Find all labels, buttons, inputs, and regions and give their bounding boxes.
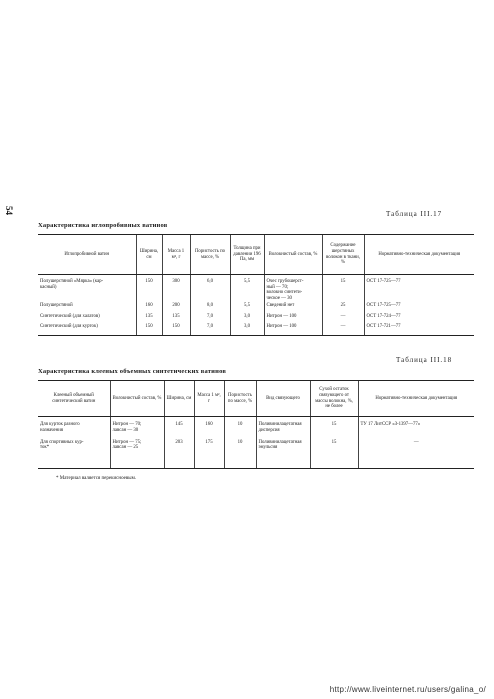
table1-cell: 5,5 — [230, 275, 264, 303]
table2-title: Характеристика клееных объемных синтетических ватинов — [38, 368, 227, 375]
table2-cell: 10 — [224, 417, 256, 439]
table1-cell: 150 — [136, 275, 162, 303]
table1-cell: — — [322, 323, 364, 335]
table1-header: Иглопробивной ватин — [38, 235, 136, 275]
table2 — [38, 380, 474, 469]
table1-cell: 150 — [162, 323, 190, 335]
table1-cell: 300 — [162, 275, 190, 303]
table1-cell: 135 — [162, 313, 190, 323]
table1-cell: Нитрон — 100 — [264, 323, 322, 335]
table-row — [38, 302, 474, 313]
table2-cell: 15 — [310, 417, 358, 439]
table1-cell: 7,0 — [190, 313, 230, 323]
table2-cell: 160 — [194, 417, 224, 439]
table1-header: Волокнистый состав, % — [264, 235, 322, 275]
table1-cell: ОСТ 17-724—77 — [364, 313, 474, 323]
table2-cell: — — [358, 439, 474, 469]
table2-header: Сухой остаток связующего от массы волокна, %, не более — [310, 381, 358, 417]
table2-cell: 145 — [164, 417, 194, 439]
table1-cell: Нитрон — 100 — [264, 313, 322, 323]
table2-cell: Нитрон — 75; лавсан — 25 — [110, 439, 164, 469]
table1-cell: 7,0 — [190, 323, 230, 335]
table2-cell: 175 — [194, 439, 224, 469]
table2-header: Волокнистый состав, % — [110, 381, 164, 417]
table2-cell: 15 — [310, 439, 358, 469]
table1-cell: Сведений нет — [264, 302, 322, 313]
table2-cell: Нитрон — 70; лавсан — 30 — [110, 417, 164, 439]
table2-label: Таблица III.18 — [396, 356, 453, 364]
table2-header: Нормативно-техническая документация — [358, 381, 474, 417]
table1-cell: Синтетический (для курток) — [38, 323, 136, 335]
table1-cell: Полушерстяной «Мярка» (кар- касный) — [40, 279, 104, 290]
table1-header: Нормативно-техническая документация — [364, 235, 474, 275]
table-row — [38, 417, 474, 439]
table1-header: Масса 1 м², г — [162, 235, 190, 275]
watermark-url: http://www.liveinternet.ru/users/galina_o/ — [329, 685, 486, 694]
table1-cell: 160 — [136, 302, 162, 313]
table2-header: Масса 1 м², г — [194, 381, 224, 417]
table2-header: Пористость по массе, % — [224, 381, 256, 417]
table1-header: Содержание шерстяных волокон в ткани, % — [322, 235, 364, 275]
table2-cell: Поливинилацетатная эмульсия — [256, 439, 310, 469]
table1-header: Пористость по массе, % — [190, 235, 230, 275]
page-number: 54 — [4, 206, 14, 215]
table1-cell: — — [322, 313, 364, 323]
table1-cell: 8,0 — [190, 302, 230, 313]
table1-cell: ОСТ 17-725—77 — [364, 275, 474, 303]
footnote: * Материал валяется перекисноевым. — [56, 476, 136, 481]
table1-cell: 150 — [136, 323, 162, 335]
table2-cell: 10 — [224, 439, 256, 469]
table1-cell: 3,0 — [230, 323, 264, 335]
table1-cell: 135 — [136, 313, 162, 323]
table-row — [38, 313, 474, 323]
table-row — [38, 439, 474, 469]
table2-cell: Поливинилацетатная дисперсия — [256, 417, 310, 439]
table1-cell: ОСТ 17-721—77 — [364, 323, 474, 335]
table1-cell: 6,0 — [190, 275, 230, 303]
table1-cell: 5,5 — [230, 302, 264, 313]
table1-cell: Очес грубошерст- ный — 70; волокно синтети- ческое — 30 — [264, 275, 322, 303]
table1-cell: 15 — [322, 275, 364, 303]
table1-cell: Синтетический (для халатов) — [40, 314, 100, 320]
table2-cell: Для спортивных кур- ток* — [38, 439, 110, 469]
table1-label: Таблица III.17 — [386, 210, 443, 218]
table-row — [38, 323, 474, 335]
table2-cell: Для курток разного назначения — [40, 422, 80, 433]
table2-cell: 203 — [164, 439, 194, 469]
table-row — [38, 275, 474, 303]
table2-header: Ширина, см — [164, 381, 194, 417]
table1-header: Ширина, см — [136, 235, 162, 275]
table1-cell: 3,0 — [230, 313, 264, 323]
table2-cell: ТУ 17 ЛитССР «З-1397—77» — [358, 417, 474, 439]
table2-header: Клееный объемный синтетический ватин — [38, 381, 110, 417]
table1-cell: 200 — [162, 302, 190, 313]
table1-cell: 25 — [322, 302, 364, 313]
table1-title: Характеристика иглопробивных ватинов — [38, 222, 168, 229]
table1-header: Толщина при давлении 196 Па, мм — [230, 235, 264, 275]
table1 — [38, 234, 474, 336]
table1-cell: Полушерстяной — [40, 303, 73, 309]
table1-cell: ОСТ 17-725—77 — [364, 302, 474, 313]
table2-header: Вид связующего — [256, 381, 310, 417]
